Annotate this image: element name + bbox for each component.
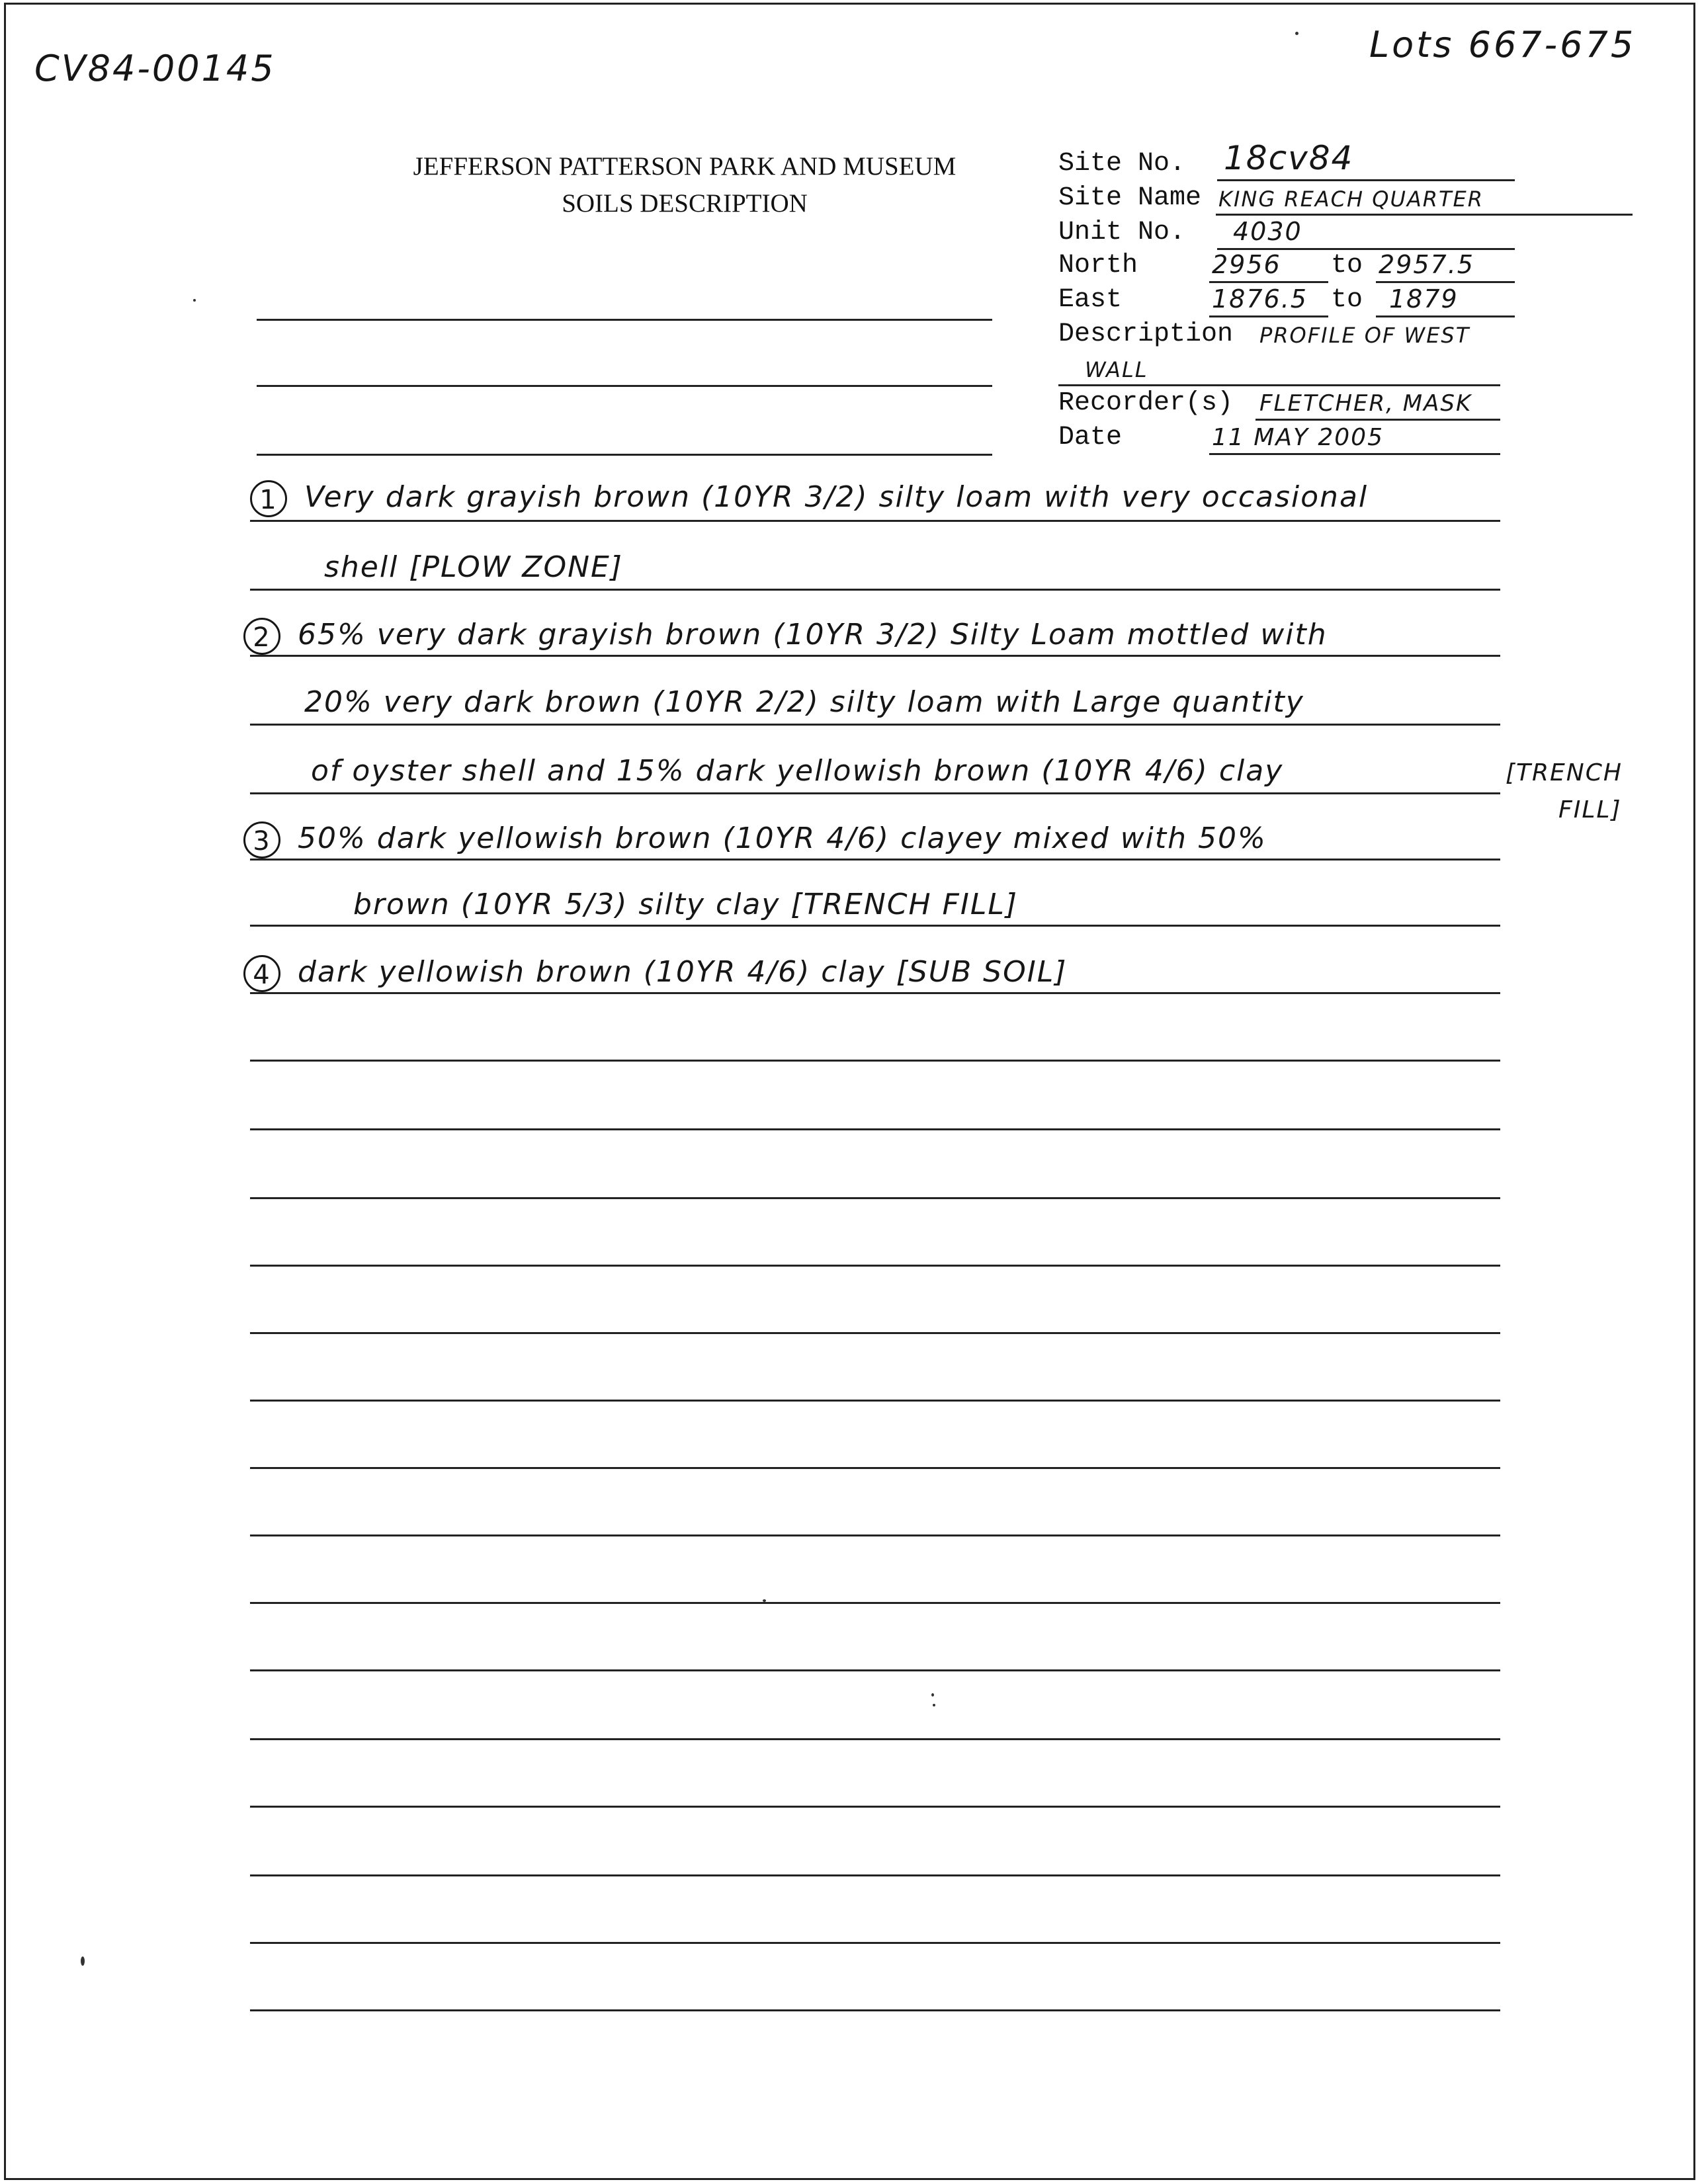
scan-speck	[81, 1956, 85, 1966]
date-value: 11 MAY 2005	[1212, 424, 1384, 451]
site-name-label: Site Name	[1058, 183, 1202, 213]
field-underline	[1209, 315, 1328, 317]
ruled-line	[250, 1738, 1500, 1740]
scan-speck	[193, 299, 196, 302]
ruled-line	[250, 925, 1500, 927]
entry-1-line-2: shell [PLOW ZONE]	[324, 550, 623, 584]
trench-fill-note-line1: [TRENCH	[1506, 759, 1623, 786]
ruled-line	[250, 1400, 1500, 1402]
field-underline	[1217, 179, 1515, 181]
east-to-value: 1879	[1389, 284, 1459, 314]
blank-line	[257, 385, 992, 387]
field-underline	[1376, 281, 1515, 283]
north-to-word: to	[1331, 251, 1363, 280]
entry-3-line-2: brown (10YR 5/3) silty clay [TRENCH FILL]	[353, 888, 1019, 921]
ruled-line	[250, 792, 1500, 794]
entry-4-line-1: 4 dark yellowish brown (10YR 4/6) clay [SUB SOIL]	[243, 955, 1067, 992]
north-from-value: 2956	[1212, 250, 1281, 279]
entry-2-line-2: 20% very dark brown (10YR 2/2) silty loam with Large quantity	[304, 685, 1304, 719]
blank-line	[257, 454, 992, 456]
form-title: SOILS DESCRIPTION	[562, 189, 808, 218]
ruled-line	[250, 1942, 1500, 1944]
ruled-line	[250, 1874, 1500, 1876]
description-value-line2: WALL	[1085, 357, 1148, 382]
entry-3-number: 3	[243, 821, 280, 859]
field-underline	[1209, 453, 1500, 455]
ruled-line	[250, 1265, 1500, 1267]
scan-speck	[931, 1693, 934, 1697]
ruled-line	[250, 1669, 1500, 1671]
unit-no-value: 4030	[1233, 217, 1302, 246]
north-label: North	[1058, 251, 1138, 280]
trench-fill-note-line2: FILL]	[1558, 796, 1622, 823]
entry-1-line-1: 1 Very dark grayish brown (10YR 3/2) silty loam with very occasional	[250, 480, 1368, 517]
field-underline	[1209, 281, 1328, 283]
entry-2-line-1: 2 65% very dark grayish brown (10YR 3/2) Silty Loam mottled with	[243, 618, 1328, 655]
ruled-line	[250, 1128, 1500, 1130]
ruled-line	[250, 1060, 1500, 1062]
ruled-line	[250, 859, 1500, 861]
east-from-value: 1876.5	[1212, 284, 1308, 314]
ruled-line	[250, 1332, 1500, 1334]
entry-3-line-1: 3 50% dark yellowish brown (10YR 4/6) clayey mixed with 50%	[243, 821, 1267, 859]
site-no-label: Site No.	[1058, 149, 1186, 179]
east-label: East	[1058, 285, 1123, 315]
ruled-line	[250, 724, 1500, 726]
field-underline	[1376, 315, 1515, 317]
recorders-value: FLETCHER, MASK	[1259, 390, 1472, 417]
document-id: CV84-00145	[34, 48, 276, 89]
ruled-line	[250, 2009, 1500, 2011]
ruled-line	[250, 1197, 1500, 1199]
description-value-line1: PROFILE OF WEST	[1259, 323, 1470, 348]
scan-speck	[763, 1599, 766, 1602]
organization-name: JEFFERSON PATTERSON PARK AND MUSEUM	[413, 152, 957, 181]
site-no-value: 18cv84	[1224, 139, 1354, 177]
blank-line	[257, 319, 992, 321]
entry-2-line-3: of oyster shell and 15% dark yellowish brown (10YR 4/6) clay	[311, 754, 1284, 788]
unit-no-label: Unit No.	[1058, 218, 1186, 247]
field-underline	[1255, 419, 1500, 421]
ruled-line	[250, 520, 1500, 522]
ruled-line	[250, 1602, 1500, 1604]
recorders-label: Recorder(s)	[1058, 388, 1234, 418]
ruled-line	[250, 1467, 1500, 1469]
field-underline	[1216, 214, 1633, 216]
ruled-line	[250, 1806, 1500, 1808]
date-label: Date	[1058, 423, 1123, 452]
ruled-line	[250, 992, 1500, 994]
form-header	[370, 148, 999, 222]
field-underline	[1058, 384, 1500, 386]
description-continuation	[1058, 353, 1502, 386]
description-label: Description	[1058, 319, 1234, 349]
scan-speck	[933, 1704, 935, 1706]
lots-annotation: Lots 667-675	[1369, 24, 1637, 65]
site-name-value: KING REACH QUARTER	[1218, 187, 1484, 212]
east-to-word: to	[1331, 285, 1363, 315]
scan-speck	[1295, 32, 1298, 35]
ruled-line	[250, 655, 1500, 657]
entry-2-number: 2	[243, 618, 280, 655]
ruled-line	[250, 589, 1500, 591]
entry-4-number: 4	[243, 955, 280, 992]
ruled-line	[250, 1534, 1500, 1536]
north-to-value: 2957.5	[1379, 250, 1474, 279]
entry-1-number: 1	[250, 480, 287, 517]
